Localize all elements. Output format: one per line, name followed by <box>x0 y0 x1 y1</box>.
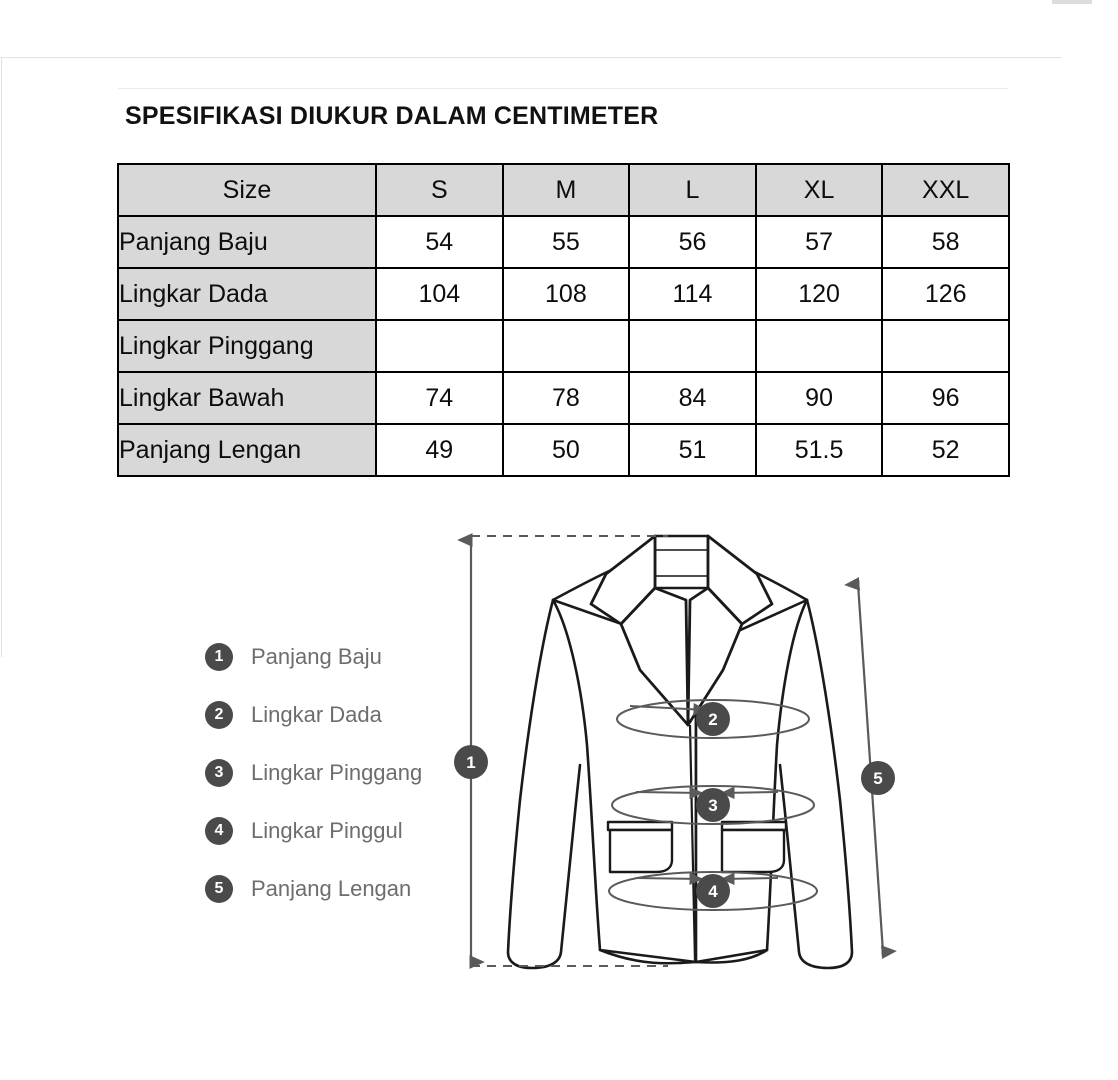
legend-badge-5: 5 <box>205 875 233 903</box>
column-header-xl: XL <box>756 164 883 216</box>
jacket-measurement-figure <box>440 500 920 1000</box>
figure-marker-5 <box>861 761 895 795</box>
column-header-m: M <box>503 164 630 216</box>
legend-badge-2: 2 <box>205 701 233 729</box>
figure-marker-2-label: 2 <box>708 710 718 729</box>
cell-value: 57 <box>756 216 883 268</box>
size-chart-table <box>117 163 1010 477</box>
cell-value: 126 <box>882 268 1009 320</box>
table-header-row <box>118 164 1009 216</box>
cell-value: 50 <box>503 424 630 476</box>
page-frame-left-rule <box>1 57 2 657</box>
cell-value: 84 <box>629 372 756 424</box>
table-row <box>118 268 1009 320</box>
cell-value: 104 <box>376 268 503 320</box>
cell-value: 114 <box>629 268 756 320</box>
cell-value: 90 <box>756 372 883 424</box>
table-row <box>118 424 1009 476</box>
spec-title-block <box>118 92 1008 164</box>
legend-badge-4: 4 <box>205 817 233 845</box>
cell-value: 52 <box>882 424 1009 476</box>
legend-label: Lingkar Pinggul <box>251 818 403 843</box>
column-header-xxl: XXL <box>882 164 1009 216</box>
legend-label: Lingkar Pinggang <box>251 760 423 785</box>
figure-marker-4 <box>696 874 730 908</box>
list-item <box>205 744 422 802</box>
cell-value <box>503 320 630 372</box>
column-header-l: L <box>629 164 756 216</box>
cell-value <box>629 320 756 372</box>
measurement-legend <box>205 628 422 918</box>
cell-value: 51.5 <box>756 424 883 476</box>
figure-marker-2 <box>696 702 730 736</box>
legend-label: Lingkar Dada <box>251 702 382 727</box>
legend-label: Panjang Lengan <box>251 876 412 901</box>
list-item <box>205 860 422 918</box>
list-item <box>205 686 422 744</box>
legend-badge-1: 1 <box>205 643 233 671</box>
legend-badge-3: 3 <box>205 759 233 787</box>
figure-marker-1 <box>454 745 488 779</box>
cell-value: 58 <box>882 216 1009 268</box>
cell-value: 108 <box>503 268 630 320</box>
table-top-hairline <box>118 88 1008 89</box>
row-label: Lingkar Bawah <box>118 372 376 424</box>
column-header-size: Size <box>118 164 376 216</box>
figure-marker-1-label: 1 <box>466 753 476 772</box>
cell-value <box>376 320 503 372</box>
figure-marker-3 <box>696 788 730 822</box>
cell-value <box>882 320 1009 372</box>
cell-value: 120 <box>756 268 883 320</box>
column-header-s: S <box>376 164 503 216</box>
row-label: Lingkar Pinggang <box>118 320 376 372</box>
cell-value: 51 <box>629 424 756 476</box>
row-label: Lingkar Dada <box>118 268 376 320</box>
figure-marker-3-label: 3 <box>708 796 718 815</box>
figure-marker-5-label: 5 <box>873 769 883 788</box>
legend-label: Panjang Baju <box>251 644 382 669</box>
cell-value: 54 <box>376 216 503 268</box>
figure-marker-4-label: 4 <box>708 882 718 901</box>
cell-value: 78 <box>503 372 630 424</box>
cell-value <box>756 320 883 372</box>
page-frame-corner-mark <box>1052 0 1092 4</box>
cell-value: 74 <box>376 372 503 424</box>
page-title: SPESIFIKASI DIUKUR DALAM CENTIMETER <box>125 102 659 130</box>
jacket-collar-band <box>655 536 708 588</box>
table-row <box>118 320 1009 372</box>
list-item <box>205 802 422 860</box>
cell-value: 49 <box>376 424 503 476</box>
cell-value: 55 <box>503 216 630 268</box>
table-row <box>118 216 1009 268</box>
table-row <box>118 372 1009 424</box>
cell-value: 56 <box>629 216 756 268</box>
list-item <box>205 628 422 686</box>
page-frame-top-rule <box>0 57 1062 58</box>
row-label: Panjang Baju <box>118 216 376 268</box>
cell-value: 96 <box>882 372 1009 424</box>
row-label: Panjang Lengan <box>118 424 376 476</box>
